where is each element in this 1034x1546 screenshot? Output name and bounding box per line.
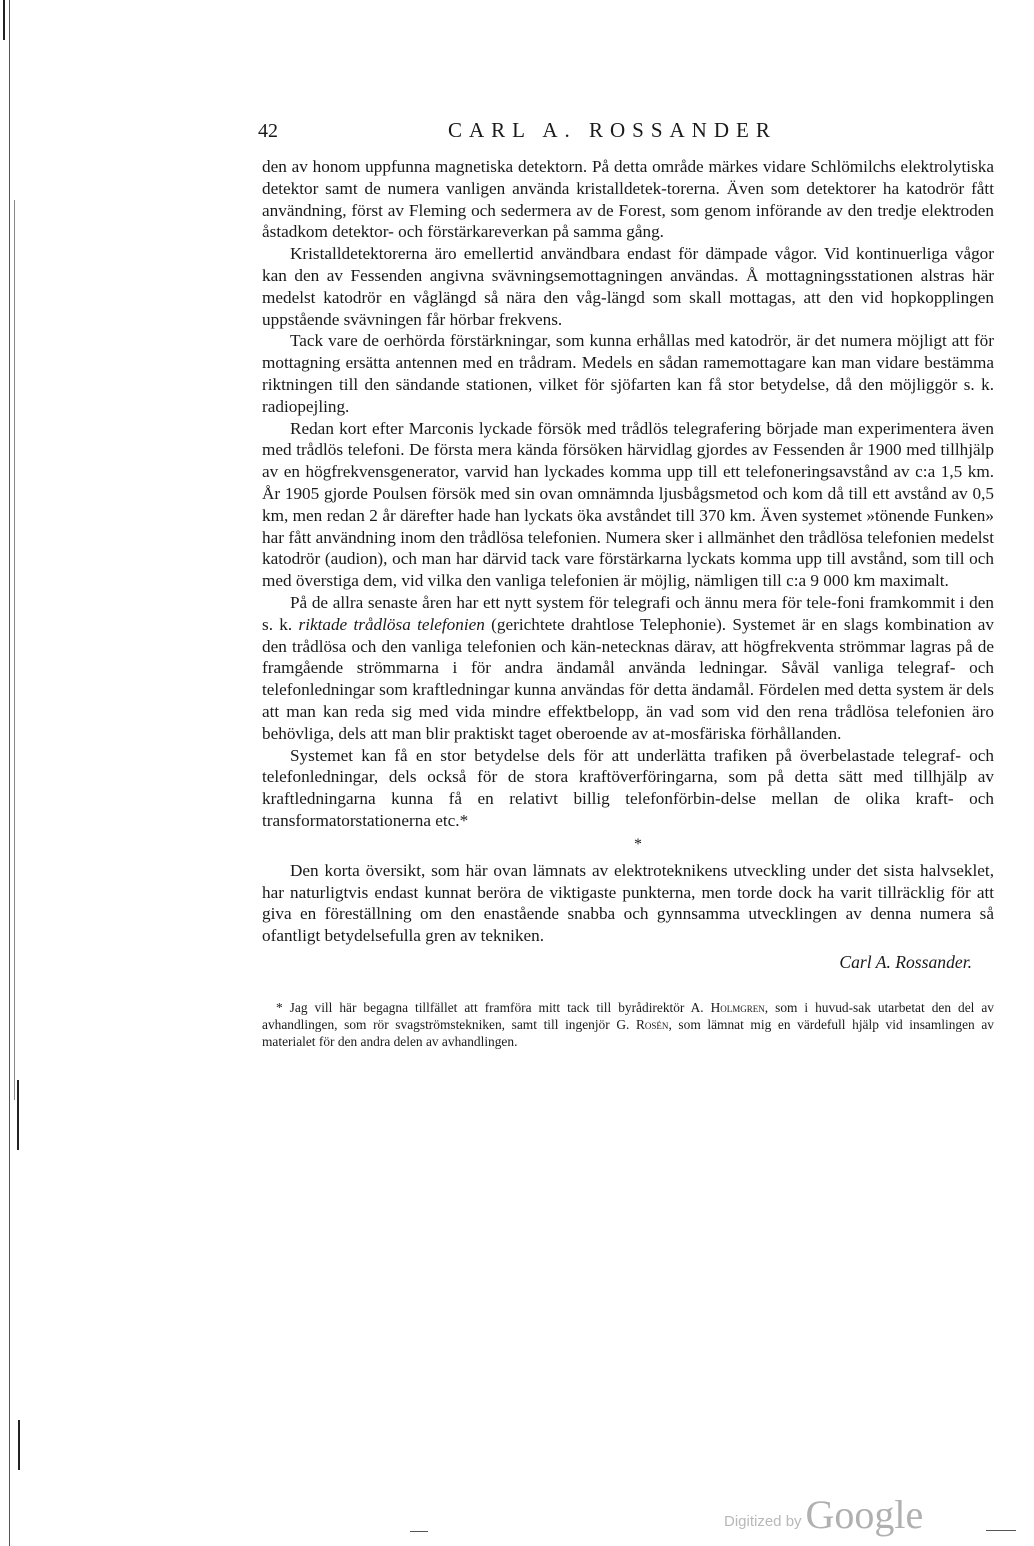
paragraph-4: Redan kort efter Marconis lyckade försök med trådlös telegrafering började man experimentera även med trådlös telefoni. De första mera kända försöken härvidlag gjordes av Fessenden år 1900 med tillhjälp av en högfrekvensgenerator, varvid han lyckades komma upp till ett telefoneringsavstånd av c:a 1,5 km. År 1905 gjorde Poulsen försök med sin ovan omnämnda ljusbågsmetod och kom då till ett avstånd av 0,5 km, men redan 2 år därefter hade han lyckats öka avståndet till 370 km. Även systemet »tönende Funken» har fått användning inom den trådlösa telefonien. Numera sker i allmänhet den trådlösa telefonien medelst katodrör (audion), och man har därvid tack vare förstärkarna lyckats komma upp till avstånd, som till och med överstiga dem, vid vilka den vanliga telefonien är möjlig, nämligen till c:a 9 000 km maximalt. [262,418,994,591]
paragraph-6: Systemet kan få en stor betydelse dels för att underlätta trafiken på överbelastade telegraf- och telefonledningar, dels också för de stora kraftöverföringarna, som på detta sätt med tillhjälp av kraftledningarna kunna få en relativt billig telefonförbin-delse mellan de olika kraft- och transformatorstationerna etc.* [262,745,994,830]
footnote-text-1: * Jag vill här begagna tillfället att framföra mitt tack till byrådirektör A. [276,999,711,1015]
paragraph-5 [262,592,994,745]
page-header [258,118,994,152]
footnote-text-3: , som lämnat mig en värdefull hjälp vid insamlingen av materialet för den andra delen av avhandlingen. [262,1016,994,1049]
footnote-name-holmgren: Holmgren [710,999,765,1015]
digitized-watermark [724,1488,944,1538]
document-page [258,118,994,1050]
google-logo: Google [805,1492,924,1537]
footnote-name-rosen: Rosén [636,1016,669,1032]
author-signature: Carl A. Rossander. [839,951,972,972]
paragraph-5-text-after: (gerichtete drahtlose Telephonie). Systemet är en slags kombination av den trådlösa och den vanliga telefonien och kän-netecknas därav, att högfrekventa strömmar lagras på de framgående strömmarna i för andra ändamål använda ledningar. Såväl vanliga telegraf- och telefonledningar som kraftledningar kunna användas för detta ändamål. Fördelen med detta system är dels att man kan reda sig med vida mindre effektbelopp, än vad som vid den rena trådlösa telefonien äro behövliga, dels att man blir praktiskt taget oberoende av at-mosfäriska förhållanden. [262,614,994,743]
paragraph-2: Kristalldetektorerna äro emellertid användbara endast för dämpade vågor. Vid kontinuerliga vågor kan den av Fessenden angivna svävningsemottagningen användas. Å mottagningsstationen alstras här medelst katodrör en våglängd så nära den våg-längd som skall mottagas, att den vid hopkopplingen uppstående svävningen får hörbar frekvens. [262,244,994,329]
section-separator: * [634,835,642,853]
paragraph-5-italic-term: riktade trådlösa telefonien [298,614,485,634]
footnote [262,999,994,1050]
conclusion-paragraph: Den korta översikt, som här ovan lämnats av elektroteknikens utveckling under det sista halvseklet, har naturligtvis endast kunnat beröra de viktigaste punkterna, men torde dock ha varit tillräcklig för att giva en föreställning om den enastående snabba och gynnsamma utvecklingen av denna numera så ofantligt betydelsefulla gren av tekniken. [262,860,994,946]
scan-edge-marks [0,0,22,1546]
watermark-prefix: Digitized by [724,1513,802,1530]
running-head: CARL A. ROSSANDER [448,118,777,142]
paragraph-5-text-before: På de allra senaste åren har ett nytt system för telegrafi och ännu mera för tele-foni framkommit i den s. k. [262,592,994,634]
paragraph-3: Tack vare de oerhörda förstärkningar, som kunna erhållas med katodrör, är det numera möjligt att för mottagning ersätta antennen med en trådram. Medels en sådan ramemottagare kan man vidare bestämma riktningen till den sändande stationen, vilket för sjöfarten kan få stor betydelse, då den möjliggör s. k. radiopejling. [262,331,994,416]
page-number: 42 [258,120,278,142]
footnote-text-2: , som i huvud-sak utarbetat den del av avhandlingen, som rör svagströmstekniken, samt till ingenjör G. [262,999,994,1032]
paragraph-1: den av honom uppfunna magnetiska detektorn. På detta område märkes vidare Schlömilchs elektrolytiska detektor samt de numera vanligen använda kristalldetek-torerna. Även som detektorer ha katodrör fått användning, först av Fleming och sedermera av de Forest, som genom införande av den tredje elektroden åstadkom detektor- och förstärkareverkan på samma gång. [262,157,994,242]
